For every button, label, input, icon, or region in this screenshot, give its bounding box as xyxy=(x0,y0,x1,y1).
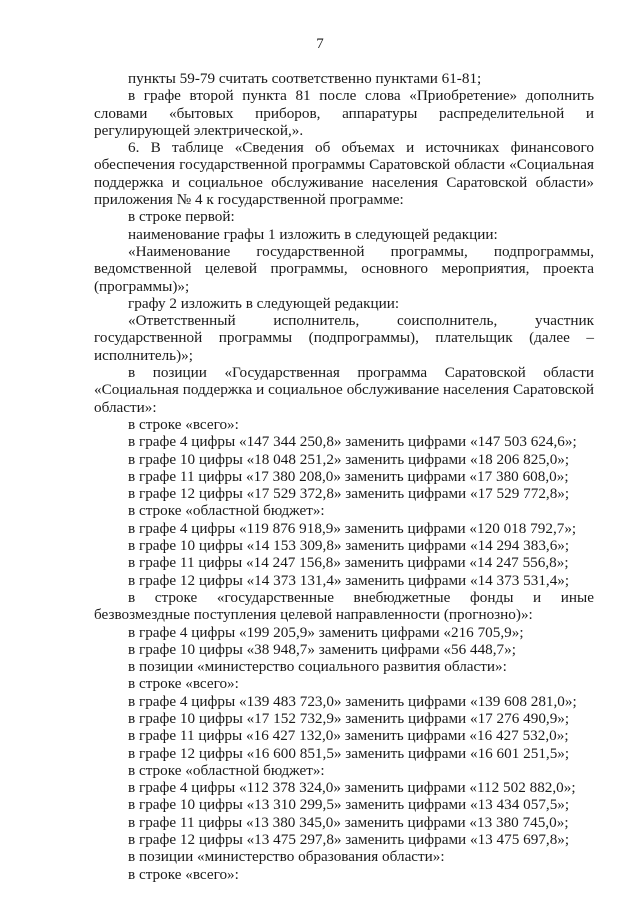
text-line: в строке «областной бюджет»: xyxy=(128,502,325,520)
text-line: в графе 12 цифры «14 373 131,4» заменить цифрами «14 373 531,4»; xyxy=(128,571,570,589)
paragraph: в строке «государственные внебюджетные фонды и иные безвозмездные поступления целевой направленности (прогнозно)»: xyxy=(94,588,594,624)
text-line: в графе 12 цифры «13 475 297,8» заменить цифрами «13 475 697,8»; xyxy=(128,831,570,849)
text-line: наименование графы 1 изложить в следующей редакции: xyxy=(128,225,498,243)
text-line: в графе 4 цифры «139 483 723,0» заменить цифрами «139 608 281,0»; xyxy=(128,692,577,710)
text-line: в графе 11 цифры «14 247 156,8» заменить цифрами «14 247 556,8»; xyxy=(128,554,569,572)
text-line: в строке первой: xyxy=(128,208,235,226)
text-line: в строке «областной бюджет»: xyxy=(128,761,325,779)
text-line: в графе 12 цифры «16 600 851,5» заменить цифрами «16 601 251,5»; xyxy=(128,744,570,762)
text-line: в графе 10 цифры «18 048 251,2» заменить цифрами «18 206 825,0»; xyxy=(128,450,570,468)
text-line: в графе 4 цифры «112 378 324,0» заменить цифрами «112 502 882,0»; xyxy=(128,779,576,797)
text-line: в графе 4 цифры «147 344 250,8» заменить цифрами «147 503 624,6»; xyxy=(128,433,577,451)
text-line: в графе 10 цифры «17 152 732,9» заменить цифрами «17 276 490,9»; xyxy=(128,709,570,727)
text-line: в графе 11 цифры «13 380 345,0» заменить цифрами «13 380 745,0»; xyxy=(128,813,569,831)
text-line: в строке «всего»: xyxy=(128,865,239,883)
text-line: в графе 11 цифры «17 380 208,0» заменить цифрами «17 380 608,0»; xyxy=(128,467,569,485)
text-line: графу 2 изложить в следующей редакции: xyxy=(128,294,400,312)
page-number: 7 xyxy=(316,36,324,52)
text-line: в строке «всего»: xyxy=(128,675,239,693)
text-line: в строке «всего»: xyxy=(128,415,239,433)
text-line: в позиции «министерство социального развития области»: xyxy=(128,658,507,676)
text-line: в графе 10 цифры «38 948,7» заменить цифрами «56 448,7»; xyxy=(128,640,516,658)
text-line: в графе 4 цифры «119 876 918,9» заменить цифрами «120 018 792,7»; xyxy=(128,519,577,537)
text-line: в позиции «министерство образования области»: xyxy=(128,848,445,866)
paragraph: в позиции «Государственная программа Саратовской области «Социальная поддержка и социальное обслуживание населения Саратовской области»: xyxy=(94,364,594,416)
paragraph: 6. В таблице «Сведения об объемах и источниках финансового обеспечения государственной программы Саратовской области «Социальная поддержка и социальное обслуживание населения Саратовской области» приложения № 4 к государственной программе: xyxy=(94,139,594,209)
text-line: в графе 10 цифры «13 310 299,5» заменить цифрами «13 434 057,5»; xyxy=(128,796,570,814)
text-line: в графе 10 цифры «14 153 309,8» заменить цифрами «14 294 383,6»; xyxy=(128,537,570,555)
text-line: в графе 11 цифры «16 427 132,0» заменить цифрами «16 427 532,0»; xyxy=(128,727,569,745)
paragraph: в графе второй пункта 81 после слова «Приобретение» дополнить словами «бытовых приборов, аппаратуры распределительной и регулирующей электрической,». xyxy=(94,87,594,139)
paragraph: «Наименование государственной программы, подпрограммы, ведомственной целевой программы, основного мероприятия, проекта (программы)»; xyxy=(94,242,594,295)
text-line: пункты 59-79 считать соответственно пунктами 61-81; xyxy=(128,70,482,87)
text-line: в графе 12 цифры «17 529 372,8» заменить цифрами «17 529 772,8»; xyxy=(128,485,570,503)
text-line: в графе 4 цифры «199 205,9» заменить цифрами «216 705,9»; xyxy=(128,623,524,641)
paragraph: «Ответственный исполнитель, соисполнитель, участник государственной программы (подпрограммы), плательщик (далее – исполнитель)»; xyxy=(94,312,594,364)
document-body xyxy=(94,70,594,883)
